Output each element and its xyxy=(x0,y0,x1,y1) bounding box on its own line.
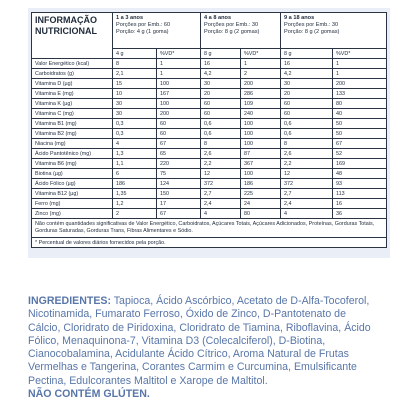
nutrient-daily-value: 225 xyxy=(241,189,281,199)
ingredients-text xyxy=(28,295,380,401)
group-portion: Porção: 8 g (2 gomas) xyxy=(204,29,260,35)
table-footnote: * Percentual de valores diários fornecidos pela porção. xyxy=(32,238,387,248)
nutrient-amount: 4 xyxy=(201,209,241,219)
nutrient-daily-value: 1 xyxy=(333,69,387,79)
table-row xyxy=(32,189,387,199)
nutrient-amount: 372 xyxy=(201,179,241,189)
nutrient-daily-value: 186 xyxy=(241,179,281,189)
nutrient-label: Vitamina C (mg) xyxy=(32,109,113,119)
nutrient-daily-value: 100 xyxy=(241,129,281,139)
nutrient-amount: 30 xyxy=(201,79,241,89)
table-row xyxy=(32,79,387,89)
nutrient-amount: 8 xyxy=(201,139,241,149)
nutrient-amount: 60 xyxy=(281,99,333,109)
nutrient-label: Niacina (mg) xyxy=(32,139,113,149)
table-row xyxy=(32,159,387,169)
nutrient-amount: 0,6 xyxy=(281,119,333,129)
unit-cell: 4 g xyxy=(113,49,157,59)
unit-cell: %VD* xyxy=(333,49,387,59)
group-title: 1 a 3 anos xyxy=(116,15,144,21)
nutrient-amount: 15 xyxy=(113,79,157,89)
nutrient-daily-value: 87 xyxy=(241,149,281,159)
unit-cell: %VD* xyxy=(241,49,281,59)
nutrient-daily-value: 16 xyxy=(333,199,387,209)
nutrient-daily-value: 80 xyxy=(333,99,387,109)
nutrient-daily-value: 220 xyxy=(157,159,201,169)
table-title-line-1: INFORMAÇÃO xyxy=(35,15,97,25)
table-title-line-2: NUTRICIONAL xyxy=(35,26,97,36)
table-row xyxy=(32,149,387,159)
nutrient-daily-value: 240 xyxy=(241,109,281,119)
nutrient-daily-value: 109 xyxy=(241,99,281,109)
group-header-4-8 xyxy=(201,13,281,49)
table-title-cell xyxy=(32,13,113,59)
nutrient-daily-value: 1 xyxy=(333,59,387,69)
table-row xyxy=(32,199,387,209)
nutrient-amount: 8 xyxy=(113,59,157,69)
group-portions: Porções por Emb.: 30 xyxy=(204,22,259,28)
unit-cell: 8 g xyxy=(281,49,333,59)
nutrient-daily-value: 2 xyxy=(241,69,281,79)
nutrient-amount: 186 xyxy=(113,179,157,189)
nutrient-label: Vitamina D (µg) xyxy=(32,79,113,89)
nutrient-label: Zinco (mg) xyxy=(32,209,113,219)
nutrient-label: Vitamina E (mg) xyxy=(32,89,113,99)
table-row xyxy=(32,139,387,149)
nutrient-amount: 1,3 xyxy=(113,149,157,159)
nutrient-daily-value: 100 xyxy=(241,169,281,179)
nutrient-amount: 4,2 xyxy=(281,69,333,79)
nutrient-amount: 20 xyxy=(201,89,241,99)
nutrient-daily-value: 1 xyxy=(157,69,201,79)
nutrient-amount: 2,6 xyxy=(201,149,241,159)
group-title: 4 a 8 anos xyxy=(204,15,232,21)
nutrient-amount: 20 xyxy=(281,89,333,99)
gluten-notice: NÃO CONTÉM GLÚTEN. xyxy=(28,388,150,401)
nutrient-label: Ácido Fólico (µg) xyxy=(32,179,113,189)
group-header-9-18 xyxy=(281,13,387,49)
nutrient-label: Vitamina B1 (mg) xyxy=(32,119,113,129)
nutrient-label: Vitamina B6 (mg) xyxy=(32,159,113,169)
nutrient-daily-value: 200 xyxy=(241,79,281,89)
nutrient-daily-value: 60 xyxy=(157,129,201,139)
nutrient-amount: 2,7 xyxy=(201,189,241,199)
nutrient-daily-value: 75 xyxy=(157,169,201,179)
nutrient-amount: 4 xyxy=(113,139,157,149)
nutrient-amount: 12 xyxy=(201,169,241,179)
table-row xyxy=(32,69,387,79)
nutrient-daily-value: 67 xyxy=(157,209,201,219)
ingredients-label: INGREDIENTES: xyxy=(28,295,111,307)
nutrition-table xyxy=(31,12,387,248)
unit-cell: %VD* xyxy=(157,49,201,59)
table-row xyxy=(32,109,387,119)
nutrient-amount: 6 xyxy=(113,169,157,179)
group-header-1-3 xyxy=(113,13,201,49)
nutrient-amount: 2,7 xyxy=(281,189,333,199)
table-row xyxy=(32,129,387,139)
nutrient-label: Biotina (µg) xyxy=(32,169,113,179)
nutrient-daily-value: 150 xyxy=(157,189,201,199)
nutrient-daily-value: 200 xyxy=(157,109,201,119)
nutrient-amount: 2,1 xyxy=(113,69,157,79)
group-portions: Porções por Emb.: 60 xyxy=(116,22,171,28)
nutrient-amount: 16 xyxy=(281,59,333,69)
nutrient-amount: 0,3 xyxy=(113,119,157,129)
nutrient-daily-value: 367 xyxy=(241,159,281,169)
nutrient-amount: 2 xyxy=(113,209,157,219)
group-portion: Porção: 4 g (1 goma) xyxy=(116,29,169,35)
nutrient-amount: 60 xyxy=(201,99,241,109)
nutrient-amount: 16 xyxy=(201,59,241,69)
nutrient-daily-value: 93 xyxy=(333,179,387,189)
nutrient-daily-value: 100 xyxy=(157,79,201,89)
unit-cell: 8 g xyxy=(201,49,241,59)
nutrient-label: Ácido Pantotênico (mg) xyxy=(32,149,113,159)
nutrient-amount: 12 xyxy=(281,169,333,179)
nutrient-amount: 60 xyxy=(281,109,333,119)
nutrient-daily-value: 40 xyxy=(333,109,387,119)
table-row xyxy=(32,99,387,109)
nutrient-daily-value: 36 xyxy=(333,209,387,219)
nutrient-amount: 4,2 xyxy=(201,69,241,79)
nutrient-amount: 1,35 xyxy=(113,189,157,199)
nutrient-daily-value: 17 xyxy=(157,199,201,209)
table-note-row xyxy=(32,219,387,238)
nutrient-label: Vitamina K (µg) xyxy=(32,99,113,109)
nutrient-amount: 372 xyxy=(281,179,333,189)
nutrient-amount: 0,6 xyxy=(201,129,241,139)
nutrient-daily-value: 52 xyxy=(333,149,387,159)
nutrient-label: Valor Energético (kcal) xyxy=(32,59,113,69)
nutrient-daily-value: 1 xyxy=(241,59,281,69)
nutrient-daily-value: 50 xyxy=(333,129,387,139)
table-row xyxy=(32,59,387,69)
nutrient-daily-value: 100 xyxy=(241,119,281,129)
nutrient-amount: 2,2 xyxy=(281,159,333,169)
nutrient-amount: 2,4 xyxy=(201,199,241,209)
nutrient-daily-value: 286 xyxy=(241,89,281,99)
nutrient-amount: 30 xyxy=(113,109,157,119)
nutrient-amount: 10 xyxy=(113,89,157,99)
nutrient-daily-value: 169 xyxy=(333,159,387,169)
nutrient-amount: 0,6 xyxy=(281,129,333,139)
table-row xyxy=(32,179,387,189)
nutrient-amount: 4 xyxy=(281,209,333,219)
nutrient-amount: 2,6 xyxy=(281,149,333,159)
nutrient-label: Vitamina B2 (mg) xyxy=(32,129,113,139)
nutrient-daily-value: 100 xyxy=(241,139,281,149)
nutrient-daily-value: 113 xyxy=(333,189,387,199)
nutrient-amount: 2,4 xyxy=(281,199,333,209)
nutrient-daily-value: 67 xyxy=(157,139,201,149)
nutrient-label: Vitamina B12 (µg) xyxy=(32,189,113,199)
nutrient-label: Carboidratos (g) xyxy=(32,69,113,79)
nutrient-amount: 30 xyxy=(113,99,157,109)
nutrient-daily-value: 65 xyxy=(157,149,201,159)
nutrient-daily-value: 200 xyxy=(333,79,387,89)
table-header-row xyxy=(32,13,387,49)
nutrient-amount: 0,6 xyxy=(201,119,241,129)
nutrient-amount: 2,2 xyxy=(201,159,241,169)
table-row xyxy=(32,119,387,129)
nutrient-daily-value: 24 xyxy=(241,199,281,209)
group-portion: Porção: 8 g (2 gomas) xyxy=(284,29,340,35)
nutrient-label: Ferro (mg) xyxy=(32,199,113,209)
ingredients-list: Tapioca, Ácido Ascórbico, Acetato de D-Alfa-Tocoferol, Nicotinamida, Fumarato Ferroso, Óxido de Zinco, D-Pantotenato de Cálcio, Cloridrato de Piridoxina, Cloridrato de Tiamina, Riboflavina, Ácido Fólico, Menaquinona-7, Vitamina D3 (Colecalciferol), D-Biotina, Cianocobalamina, Acidulante Ácido Cítrico, Aroma Natural de Frutas Vermelhas e Tangerina, Corantes Carmim e Curcumina, Emulsificante Pectina, Edulcorantes Maltitol e Xarope de Maltitol. xyxy=(28,295,371,387)
nutrient-amount: 8 xyxy=(281,139,333,149)
table-footnote-row xyxy=(32,238,387,248)
nutrient-amount: 1,1 xyxy=(113,159,157,169)
table-row xyxy=(32,209,387,219)
nutrient-amount: 1,2 xyxy=(113,199,157,209)
nutrient-daily-value: 48 xyxy=(333,169,387,179)
table-row xyxy=(32,89,387,99)
group-title: 9 a 18 anos xyxy=(284,15,315,21)
nutrient-amount: 30 xyxy=(281,79,333,89)
group-portions: Porções por Emb.: 30 xyxy=(284,22,339,28)
table-row xyxy=(32,169,387,179)
nutrient-daily-value: 80 xyxy=(241,209,281,219)
nutrient-daily-value: 1 xyxy=(157,59,201,69)
nutrient-daily-value: 60 xyxy=(157,119,201,129)
nutrient-amount: 60 xyxy=(201,109,241,119)
nutrient-daily-value: 50 xyxy=(333,119,387,129)
nutrient-daily-value: 167 xyxy=(157,89,201,99)
table-note: Não contém quantidades significativas de Valor Energético, Carboidratos, Açúcares Totais, Açúcares Adicionados, Proteínas, Gorduras Totais, Gorduras Saturadas, Gorduras Trans, Fibras Alimentares e Sódio. xyxy=(32,219,387,238)
nutrient-daily-value: 67 xyxy=(333,139,387,149)
nutrient-amount: 0,3 xyxy=(113,129,157,139)
nutrient-daily-value: 133 xyxy=(333,89,387,99)
nutrient-daily-value: 124 xyxy=(157,179,201,189)
nutrient-daily-value: 100 xyxy=(157,99,201,109)
